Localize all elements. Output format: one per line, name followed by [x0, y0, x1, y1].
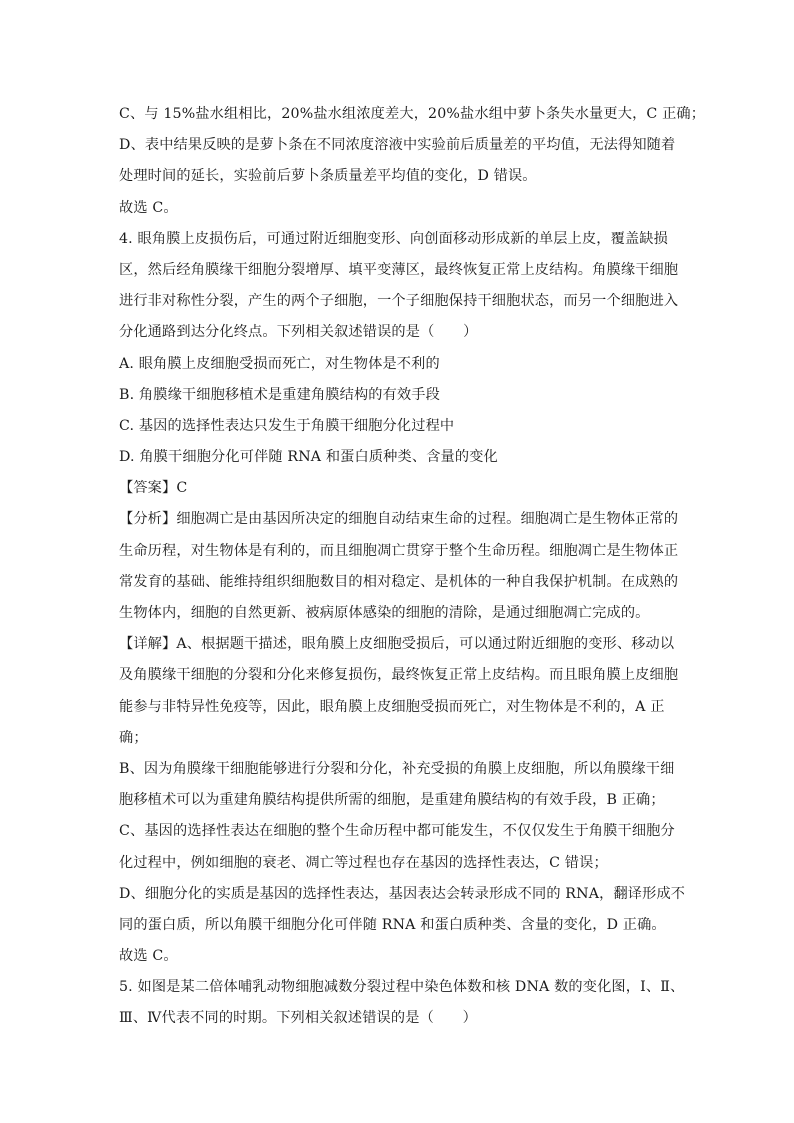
text-line: D、表中结果反映的是萝卜条在不同浓度溶液中实验前后质量差的平均值，无法得知随着: [119, 137, 676, 154]
text-line: 进行非对称性分裂，产生的两个子细胞，一个子细胞保持干细胞状态，而另一个细胞进入: [119, 293, 679, 310]
text-line: D、细胞分化的实质是基因的选择性表达，基因表达会转录形成不同的 RNA，翻译形成不: [119, 885, 686, 902]
option-d: D. 角膜干细胞分化可伴随 RNA 和蛋白质种类、含量的变化: [119, 449, 498, 466]
analysis-line: 【分析】细胞凋亡是由基因所决定的细胞自动结束生命的过程。细胞凋亡是生物体正常的: [119, 511, 679, 528]
text-line: 同的蛋白质，所以角膜干细胞分化可伴随 RNA 和蛋白质种类、含量的变化，D 正确。: [119, 916, 666, 933]
text-line: 常发育的基础、能维持组织细胞数目的相对稳定、是机体的一种自我保护机制。在成熟的: [119, 573, 679, 590]
text-line: 能参与非特异性免疫等，因此，眼角膜上皮细胞受损而死亡，对生物体是不利的，A 正: [119, 698, 665, 715]
text-line: 生命历程，对生物体是有利的，而且细胞凋亡贯穿于整个生命历程。细胞凋亡是生物体正: [119, 542, 679, 559]
text-line: 胞移植术可以为重建角膜结构提供所需的细胞，是重建角膜结构的有效手段，B 正确；: [119, 792, 665, 809]
text-line: 确；: [119, 729, 148, 746]
option-b: B. 角膜缘干细胞移植术是重建角膜结构的有效手段: [119, 386, 440, 403]
question-5-stem: 5. 如图是某二倍体哺乳动物细胞减数分裂过程中染色体数和核 DNA 数的变化图，Ⅰ、Ⅱ、: [119, 979, 685, 996]
text-line: 及角膜缘干细胞的分裂和分化来修复损伤，最终恢复正常上皮结构。而且眼角膜上皮细胞: [119, 667, 679, 684]
option-a: A. 眼角膜上皮细胞受损而死亡，对生物体是不利的: [119, 355, 440, 372]
answer-line: 【答案】C: [119, 480, 188, 497]
text-line: C、基因的选择性表达在细胞的整个生命历程中都可能发生，不仅仅发生于角膜干细胞分: [119, 823, 675, 840]
text-line: B、因为角膜缘干细胞能够进行分裂和分化，补充受损的角膜上皮细胞，所以角膜缘干细: [119, 760, 675, 777]
text-line: 分化通路到达分化终点。下列相关叙述错误的是（ ）: [119, 324, 478, 341]
text-line: 化过程中，例如细胞的衰老、凋亡等过程也存在基因的选择性表达，C 错误；: [119, 854, 608, 871]
text-line: 生物体内，细胞的自然更新、被病原体感染的细胞的清除，是通过细胞凋亡完成的。: [119, 605, 650, 621]
option-c: C. 基因的选择性表达只发生于角膜干细胞分化过程中: [119, 417, 455, 434]
text-line: C、与 15%盐水组相比，20%盐水组浓度差大，20%盐水组中萝卜条失水量更大，C 正确；: [119, 106, 706, 122]
text-line: Ⅲ、Ⅳ代表不同的时期。下列相关叙述错误的是（ ）: [119, 1010, 477, 1027]
question-4-stem: 4. 眼角膜上皮损伤后，可通过附近细胞变形、向创面移动形成新的单层上皮，覆盖缺损: [119, 230, 668, 247]
explanation-line: 【详解】A、根据题干描述，眼角膜上皮细胞受损后，可以通过附近细胞的变形、移动以: [119, 636, 675, 653]
document-body: [119, 99, 706, 1035]
text-line: 故选 C。: [119, 948, 178, 965]
text-line: 区，然后经角膜缘干细胞分裂增厚、填平变薄区，最终恢复正常上皮结构。角膜缘干细胞: [119, 261, 679, 278]
text-line: 处理时间的延长，实验前后萝卜条质量差平均值的变化，D 错误。: [119, 168, 537, 185]
text-line: 故选 C。: [119, 199, 178, 216]
